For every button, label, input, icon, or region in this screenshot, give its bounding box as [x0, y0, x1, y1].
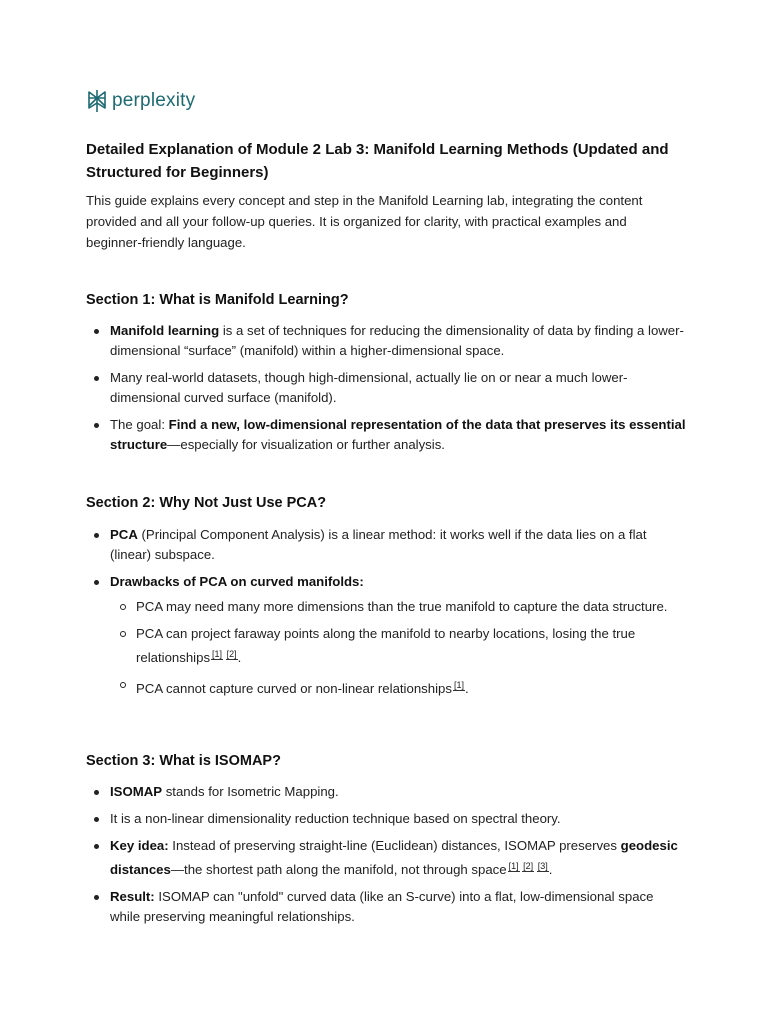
list-item: Manifold learning is a set of techniques for reducing the dimensionality of data by finding a lower-dimensional “surface” (manifold) within a higher-dimensional space. [86, 321, 686, 361]
list-item: Drawbacks of PCA on curved manifolds: PCA may need many more dimensions than the true manifold to capture the data structure. PCA can project faraway points along the manifold to nearby locations, losing the true relationships [1] [2]. PCA cannot capture curved or non-linear relationships [1]. [86, 572, 686, 699]
section-2-sublist [110, 597, 686, 699]
citation-link[interactable]: [1] [212, 649, 223, 659]
section-1-heading: Section 1: What is Manifold Learning? [86, 292, 349, 308]
citation-link[interactable]: [3] [537, 861, 548, 871]
citation-link[interactable]: [2] [226, 649, 237, 659]
citation-link[interactable]: [1] [508, 861, 519, 871]
section-2-heading: Section 2: Why Not Just Use PCA? [86, 495, 327, 511]
citation-refs [211, 649, 238, 659]
list-item: Many real-world datasets, though high-dimensional, actually lie on or near a much lower-dimensional curved surface (manifold). [86, 368, 686, 408]
section-3-heading: Section 3: What is ISOMAP? [86, 753, 281, 769]
list-item: It is a non-linear dimensionality reduction technique based on spectral theory. [86, 809, 686, 829]
perplexity-logo [86, 89, 195, 113]
document-title: Detailed Explanation of Module 2 Lab 3: Manifold Learning Methods (Updated and Structured for Beginners) [86, 141, 669, 181]
citation-refs [453, 680, 465, 690]
citation-refs [508, 861, 549, 871]
section-1-list [86, 321, 686, 462]
citation-link[interactable]: [2] [523, 861, 534, 871]
sub-list-item: PCA cannot capture curved or non-linear relationships [1]. [110, 675, 686, 699]
brand-name: perplexity [112, 90, 196, 111]
list-item: Key idea: Instead of preserving straight-line (Euclidean) distances, ISOMAP preserves geodesic distances—the shortest path along the manifold, not through space [1] [2] [3]. [86, 836, 686, 880]
list-item: ISOMAP stands for Isometric Mapping. [86, 782, 686, 802]
section-2-list [86, 525, 686, 706]
sub-list-item: PCA can project faraway points along the manifold to nearby locations, losing the true relationships [1] [2]. [110, 624, 686, 668]
list-item: The goal: Find a new, low-dimensional representation of the data that preserves its essential structure—especially for visualization or further analysis. [86, 415, 686, 455]
citation-link[interactable]: [1] [453, 680, 464, 690]
section-3-list [86, 782, 686, 934]
list-item: PCA (Principal Component Analysis) is a linear method: it works well if the data lies on a flat (linear) subspace. [86, 525, 686, 565]
perplexity-logo-icon [86, 89, 108, 113]
intro-paragraph: This guide explains every concept and step in the Manifold Learning lab, integrating the content provided and all your follow-up queries. It is organized for clarity, with practical examples and beginner-friendly language. [86, 193, 643, 250]
list-item: Result: ISOMAP can "unfold" curved data (like an S-curve) into a flat, low-dimensional space while preserving meaningful relationships. [86, 887, 686, 927]
sub-list-item: PCA may need many more dimensions than the true manifold to capture the data structure. [110, 597, 686, 617]
